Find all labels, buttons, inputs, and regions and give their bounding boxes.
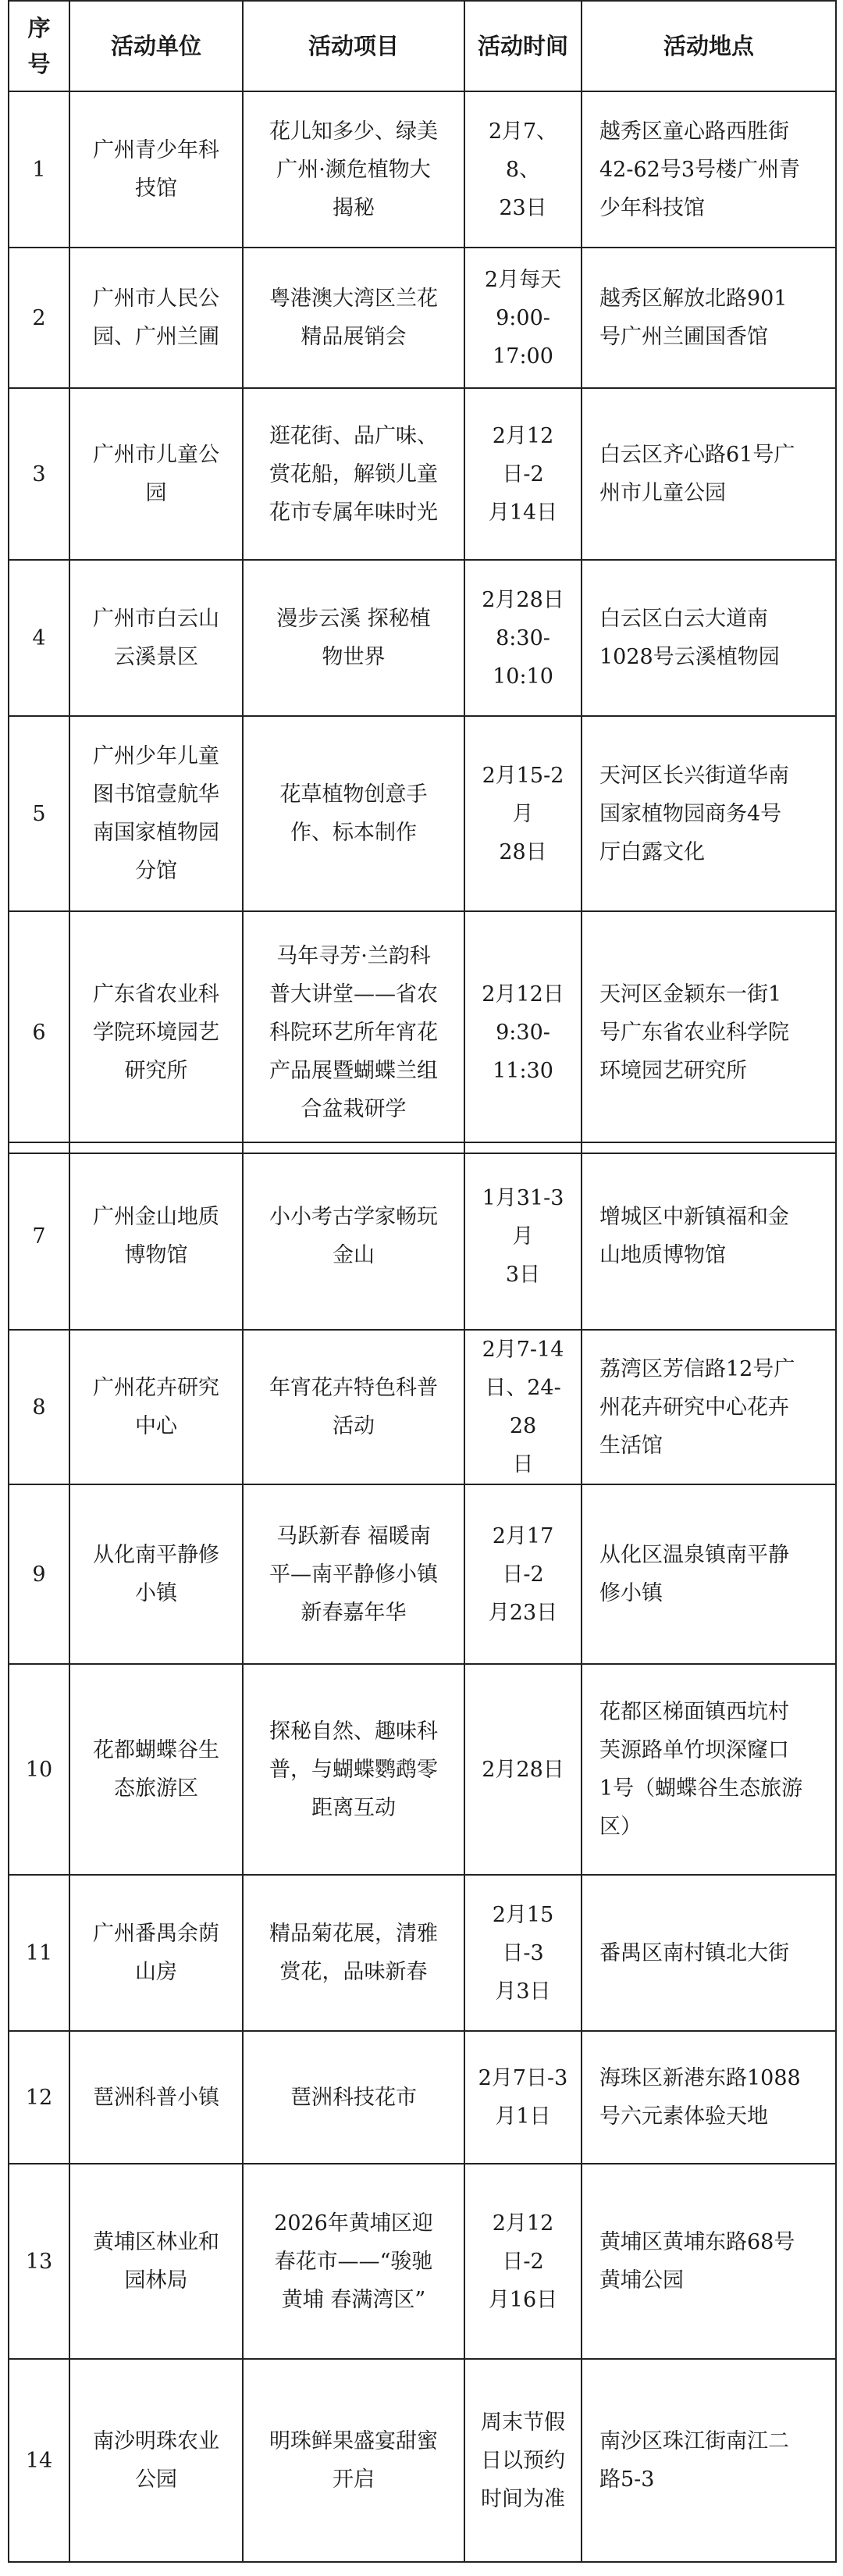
cell-time: 2月28日 8:30-10:10 [464,560,582,716]
cell-organizer: 广州青少年科 技馆 [69,91,243,248]
table-row [9,1330,836,1484]
cell-project: 探秘自然、趣味科 普，与蝴蝶鹦鹉零 距离互动 [243,1664,464,1875]
cell-organizer: 琶洲科普小镇 [69,2031,243,2164]
cell-location: 荔湾区芳信路12号广 州花卉研究中心花卉 生活馆 [582,1330,836,1484]
table-row [9,388,836,560]
header-project: 活动项目 [243,1,464,91]
cell-time: 2月12日 9:30-11:30 [464,911,582,1153]
cell-location: 南沙区珠江街南江二 路5-3 [582,2359,836,2562]
cell-organizer: 花都蝴蝶谷生 态旅游区 [69,1664,243,1875]
table-row [9,2359,836,2562]
table-row [9,91,836,248]
cell-time: 2月15-2月 28日 [464,716,582,911]
cell-location: 天河区金颖东一街1 号广东省农业科学院 环境园艺研究所 [582,911,836,1153]
cell-organizer: 广州金山地质 博物馆 [69,1142,243,1330]
cell-project: 明珠鲜果盛宴甜蜜 开启 [243,2359,464,2562]
cell-index: 8 [9,1330,69,1484]
cell-location: 增城区中新镇福和金 山地质博物馆 [582,1142,836,1330]
cell-project: 小小考古学家畅玩 金山 [243,1142,464,1330]
cell-organizer: 南沙明珠农业 公园 [69,2359,243,2562]
cell-index: 14 [9,2359,69,2562]
cell-index: 4 [9,560,69,716]
header-organizer: 活动单位 [69,1,243,91]
cell-time: 2月17日-2 月23日 [464,1484,582,1664]
cell-index: 11 [9,1875,69,2031]
cell-organizer: 广东省农业科 学院环境园艺 研究所 [69,911,243,1153]
cell-index: 5 [9,716,69,911]
cell-location: 白云区白云大道南 1028号云溪植物园 [582,560,836,716]
cell-time: 2月12日-2 月16日 [464,2164,582,2359]
cell-location: 天河区长兴街道华南 国家植物园商务4号 厅白露文化 [582,716,836,911]
cell-time: 2月7日-3 月1日 [464,2031,582,2164]
cell-index: 2 [9,248,69,388]
cell-index: 12 [9,2031,69,2164]
cell-project: 马年寻芳·兰韵科 普大讲堂——省农 科院环艺所年宵花 产品展暨蝴蝶兰组 合盆栽研学 [243,911,464,1153]
cell-project: 马跃新春 福暖南 平—南平静修小镇 新春嘉年华 [243,1484,464,1664]
cell-organizer: 黄埔区林业和 园林局 [69,2164,243,2359]
cell-index: 3 [9,388,69,560]
table-row [9,1142,836,1330]
table-row [9,1875,836,2031]
activity-table-part-1 [8,0,837,1154]
cell-location: 黄埔区黄埔东路68号 黄埔公园 [582,2164,836,2359]
cell-index: 6 [9,911,69,1153]
table-row [9,1664,836,1875]
cell-location: 白云区齐心路61号广 州市儿童公园 [582,388,836,560]
cell-project: 花草植物创意手 作、标本制作 [243,716,464,911]
cell-project: 2026年黄埔区迎 春花市——“骏驰 黄埔 春满湾区” [243,2164,464,2359]
cell-index: 1 [9,91,69,248]
cell-time: 2月7-14 日、24-28 日 [464,1330,582,1484]
cell-organizer: 广州少年儿童 图书馆壹航华 南国家植物园 分馆 [69,716,243,911]
cell-organizer: 广州市人民公 园、广州兰圃 [69,248,243,388]
cell-time: 1月31-3月 3日 [464,1142,582,1330]
cell-organizer: 广州市白云山 云溪景区 [69,560,243,716]
cell-organizer: 广州花卉研究 中心 [69,1330,243,1484]
cell-organizer: 广州市儿童公 园 [69,388,243,560]
cell-project: 琶洲科技花市 [243,2031,464,2164]
cell-project: 花儿知多少、绿美 广州·濒危植物大 揭秘 [243,91,464,248]
cell-time: 2月28日 [464,1664,582,1875]
header-time: 活动时间 [464,1,582,91]
cell-location: 番禺区南村镇北大街 [582,1875,836,2031]
cell-index: 9 [9,1484,69,1664]
table-row [9,911,836,1153]
table-row [9,2164,836,2359]
cell-location: 花都区梯面镇西坑村 芙源路单竹坝深窿口 1号（蝴蝶谷生态旅游 区） [582,1664,836,1875]
cell-project: 精品菊花展，清雅 赏花，品味新春 [243,1875,464,2031]
cell-location: 越秀区解放北路901 号广州兰圃国香馆 [582,248,836,388]
cell-index: 10 [9,1664,69,1875]
header-location: 活动地点 [582,1,836,91]
cell-project: 逛花街、品广味、 赏花船，解锁儿童 花市专属年味时光 [243,388,464,560]
cell-location: 越秀区童心路西胜街 42-62号3号楼广州青 少年科技馆 [582,91,836,248]
table-row [9,716,836,911]
cell-index: 7 [9,1142,69,1330]
cell-time: 2月15日-3 月3日 [464,1875,582,2031]
cell-location: 海珠区新港东路1088 号六元素体验天地 [582,2031,836,2164]
header-row [9,1,836,91]
cell-organizer: 从化南平静修 小镇 [69,1484,243,1664]
header-index: 序 号 [9,1,69,91]
cell-time: 周末节假 日以预约 时间为准 [464,2359,582,2562]
cell-time: 2月7、8、 23日 [464,91,582,248]
cell-organizer: 广州番禺余荫 山房 [69,1875,243,2031]
activity-table-part-2 [8,1142,837,2563]
cell-project: 漫步云溪 探秘植 物世界 [243,560,464,716]
table-row [9,2031,836,2164]
table-row [9,1484,836,1664]
cell-time: 2月每天 9:00-17:00 [464,248,582,388]
cell-project: 年宵花卉特色科普 活动 [243,1330,464,1484]
table-row [9,248,836,388]
table-row [9,560,836,716]
cell-index: 13 [9,2164,69,2359]
cell-time: 2月12日-2 月14日 [464,388,582,560]
cell-location: 从化区温泉镇南平静 修小镇 [582,1484,836,1664]
cell-project: 粤港澳大湾区兰花 精品展销会 [243,248,464,388]
